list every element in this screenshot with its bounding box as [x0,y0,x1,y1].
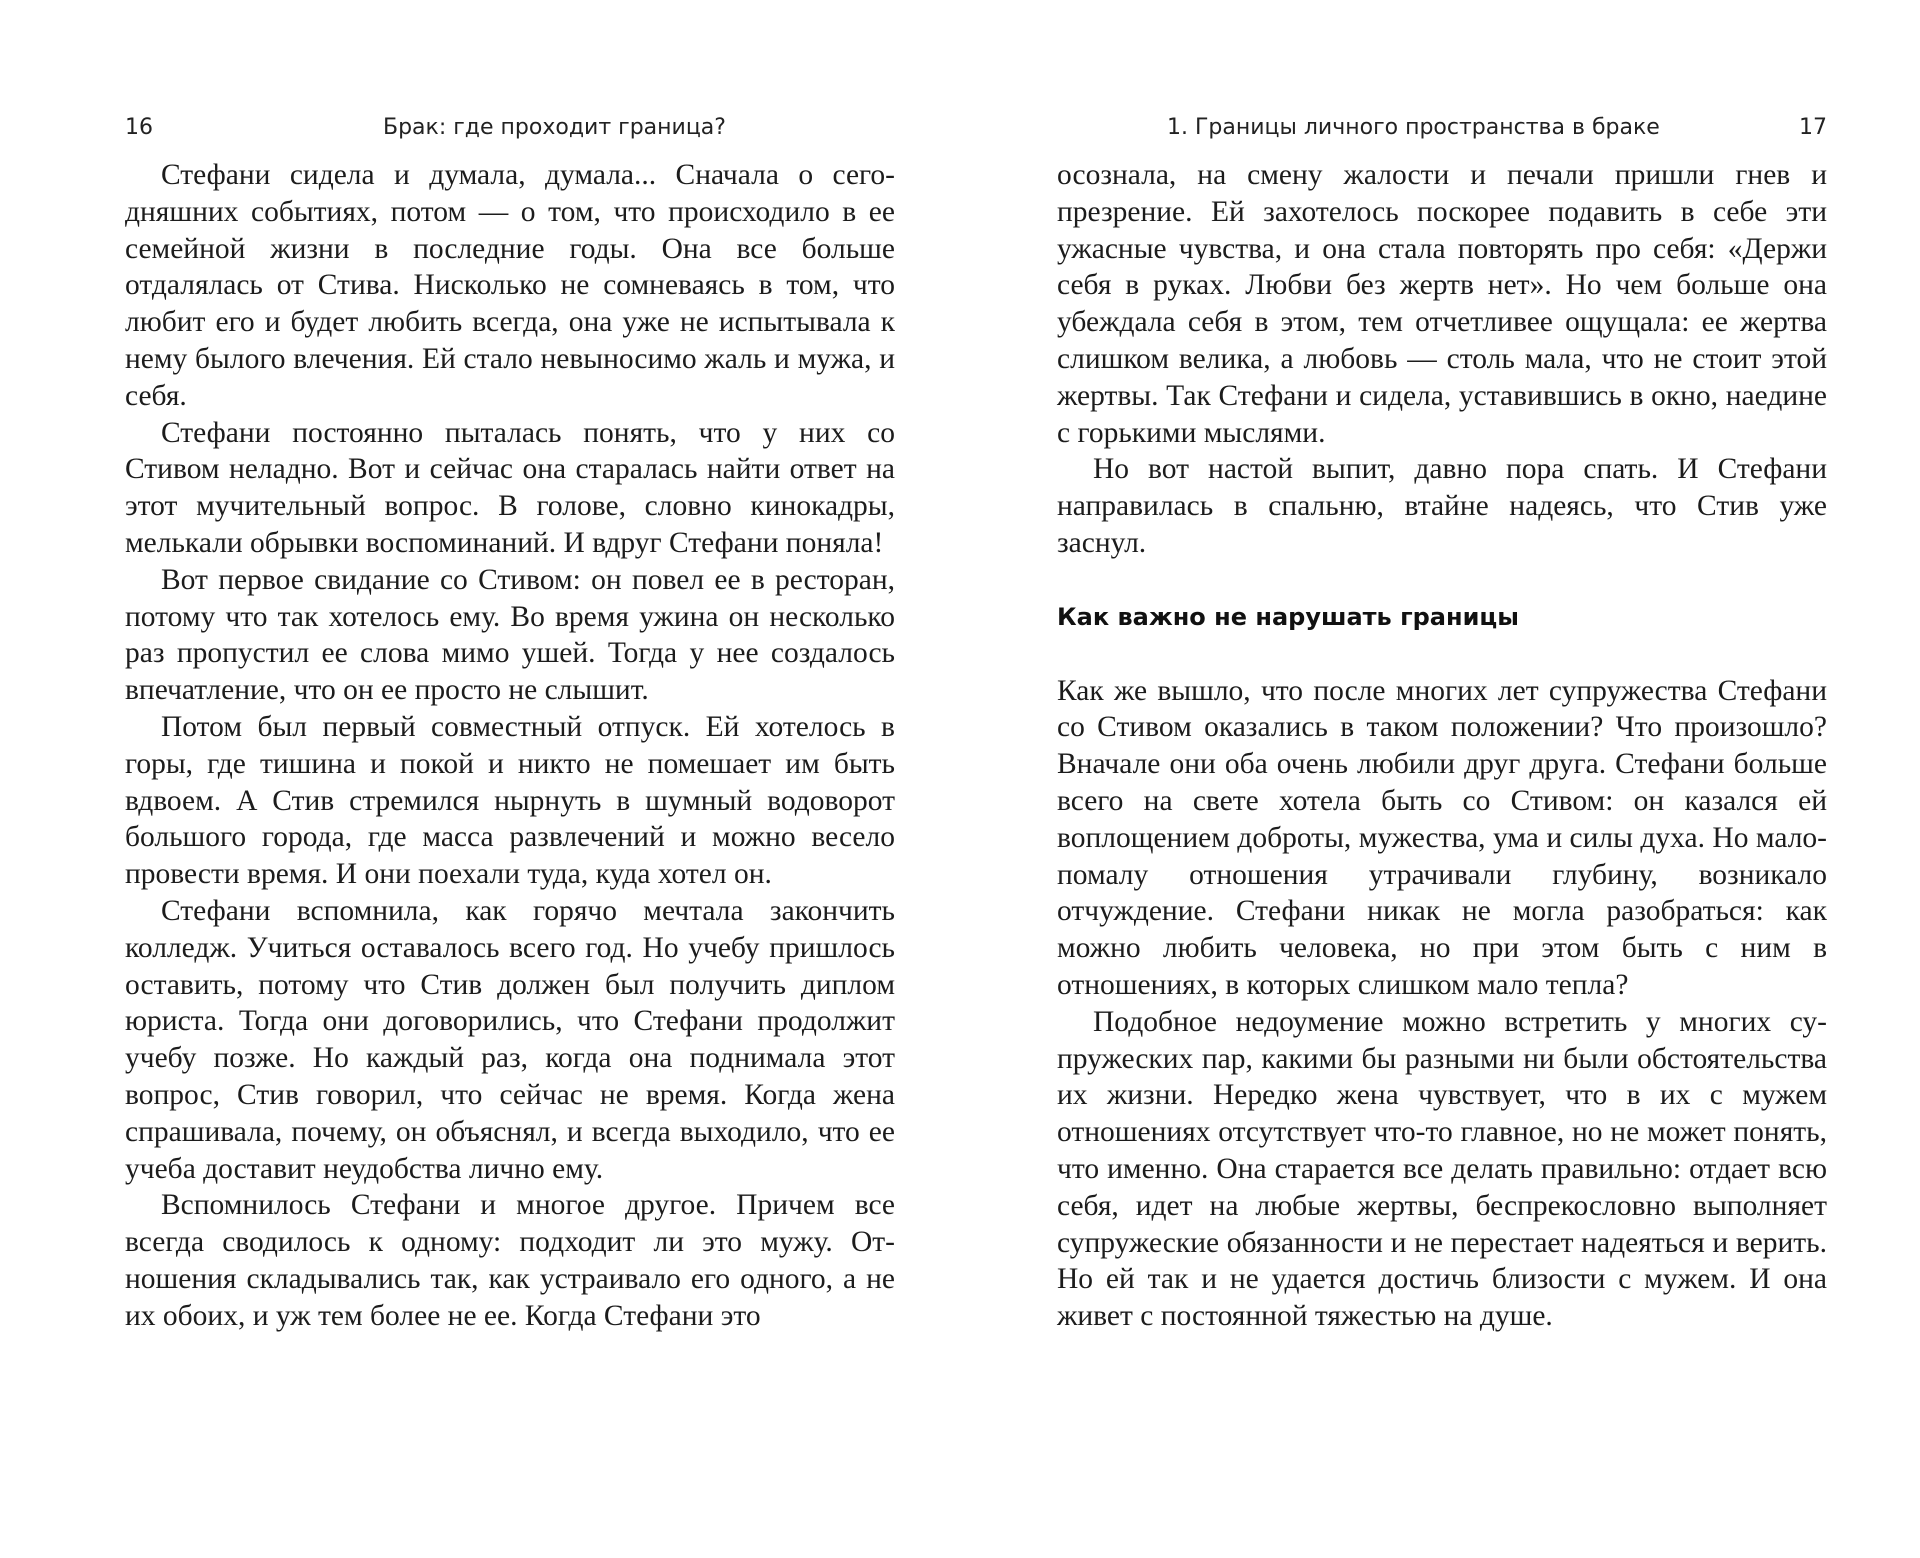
left-body-text [125,157,895,1335]
paragraph: Вспомнилось Стефани и многое другое. Причем все всегда сводилось к одному: подходит ли это мужу. Отношения складывались так, как устраивало его одного, а не их обоих, и уж тем более не ее. Когда Стефани это [125,1189,895,1332]
paragraph: Подобное недоумение можно встретить у многих супружеских пар, какими бы разными ни были обстоятельства их жизни. Нередко жена чувствует, что в их с мужем отношениях отсутствует что-то главное, но не может понять, что именно. Она старается все делать правильно: отдает всю себя, идет на любые жертвы, беспрекословно выполняет супружеские обязанности и не перестает надеяться и верить. Но ей так и не удается достичь близости с мужем. И она живет с постоянной тяжестью на душе. [1057,1005,1827,1333]
paragraph-continued: осознала, на смену жалости и печали пришли гнев и презрение. Ей захотелось поскорее подавить в себе эти ужасные чувства, и она стала повторять про себя: «Держи себя в руках. Любви без жертв нет». Но чем больше она убеждала себя в этом, тем отчетливее ощущала: ее жертва слишком велика, а любовь — столь мала, что не стоит этой жертвы. Так Стефани и сидела, уставившись в окно, наедине с горькими мыслями. [1057,159,1827,449]
left-page [125,0,895,1558]
running-title-left: Брак: где проходит граница? [383,115,726,140]
right-body-text [1057,157,1827,1335]
right-running-head [1057,110,1827,146]
paragraph: Потом был первый совместный отпуск. Ей хотелось в горы, где тишина и покой и никто не помешает им быть вдвоем. А Стив стремился нырнуть в шумный водоворот большого города, где масса развлечений и можно весело провести время. И они поехали туда, куда хотел он. [125,710,895,891]
section-heading: Как важно не нарушать границы [1057,602,1519,631]
left-running-head [125,110,895,146]
paragraph: Как же вышло, что после многих лет супружества Стефани со Стивом оказались в таком положении? Что произошло? Вначале они оба очень любили друг друга. Стефани больше всего на свете хотела быть со Стивом: он казался ей воплощением доброты, мужества, ума и силы духа. Но мало-помалу отношения утрачивали глубину, возникало отчуждение. Стефани никак не могла разобраться: как можно любить человека, но при этом быть с ним в отношениях, в которых слишком мало тепла? [1057,674,1827,1001]
paragraph: Стефани сидела и думала, думала... Сначала о сегодняшних событиях, потом — о том, что происходило в ее семейной жизни в последние годы. Она все больше отдалялась от Стива. Нисколько не сомневаясь в том, что любит его и будет любить всегда, она уже не испытывала к нему былого влечения. Ей стало невыносимо жаль и мужа, и себя. [125,159,895,412]
paragraph: Стефани постоянно пыталась понять, что у них со Стивом неладно. Вот и сейчас она старалась найти ответ на этот мучительный вопрос. В голове, словно кинокадры, мелькали обрывки воспоминаний. И вдруг Стефани поняла! [125,416,895,559]
paragraph: Вот первое свидание со Стивом: он повел ее в ресторан, потому что так хотелось ему. Во время ужина он несколько раз пропустил ее слова мимо ушей. Тогда у нее создалось впечатление, что он ее просто не слышит. [125,563,895,707]
paragraph: Но вот настой выпит, давно пора спать. И Стефани направилась в спальню, втайне надеясь, что Стив уже заснул. [1057,453,1827,559]
page-number-right: 17 [1799,115,1827,140]
page-number-left: 16 [125,115,153,140]
running-title-right: 1. Границы личного пространства в браке [1167,115,1660,140]
right-page [1057,0,1827,1558]
paragraph: Стефани вспомнила, как горячо мечтала закончить колледж. Учиться оставалось всего год. Но учебу пришлось оставить, потому что Стив должен был получить диплом юриста. Тогда они договорились, что Стефани продолжит учебу позже. Но каждый раз, когда она поднимала этот вопрос, Стив говорил, что сейчас не время. Когда жена спрашивала, почему, он объяснял, и всегда выходило, что ее учеба доставит неудобства лично ему. [125,894,895,1185]
